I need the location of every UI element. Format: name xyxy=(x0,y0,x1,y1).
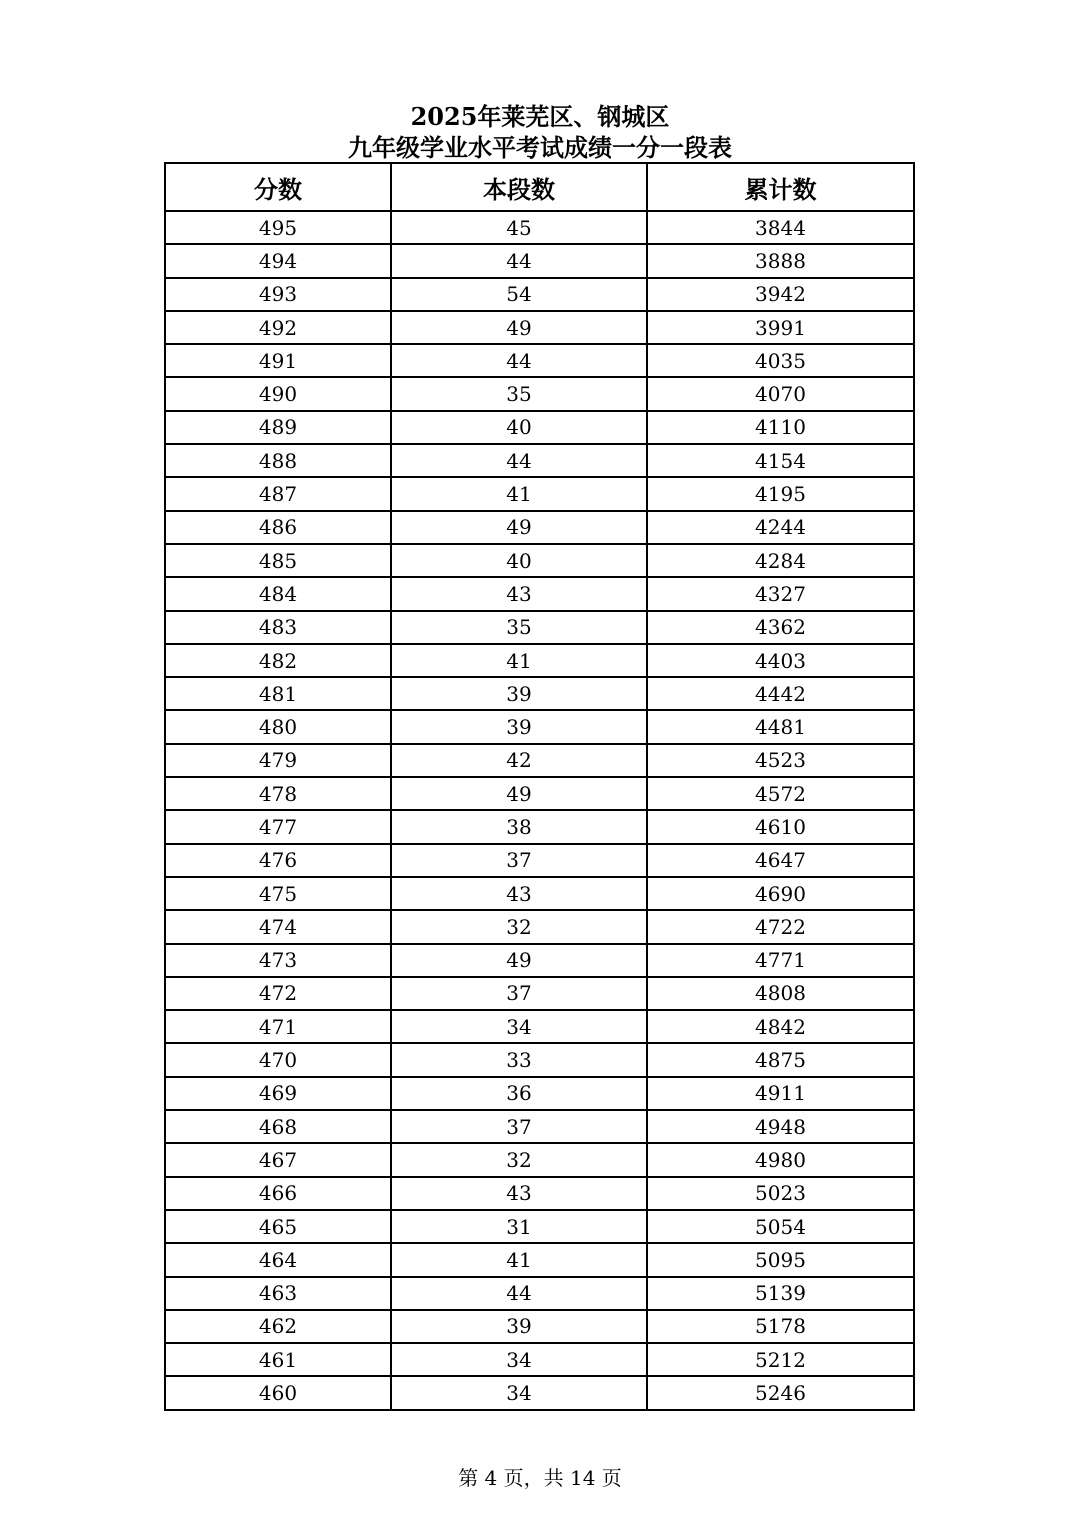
segment-count-cell: 49 xyxy=(391,944,647,977)
table-row xyxy=(165,577,914,610)
header-score: 分数 xyxy=(165,163,391,211)
segment-count-cell: 38 xyxy=(391,810,647,843)
score-cell: 490 xyxy=(165,377,391,410)
cumulative-count-cell: 5095 xyxy=(647,1243,914,1276)
cumulative-count-cell: 4980 xyxy=(647,1143,914,1176)
segment-count-cell: 43 xyxy=(391,877,647,910)
cumulative-count-cell: 4070 xyxy=(647,377,914,410)
score-cell: 460 xyxy=(165,1376,391,1409)
segment-count-cell: 32 xyxy=(391,910,647,943)
table-row xyxy=(165,744,914,777)
segment-count-cell: 49 xyxy=(391,311,647,344)
segment-count-cell: 34 xyxy=(391,1343,647,1376)
table-row xyxy=(165,644,914,677)
segment-count-cell: 44 xyxy=(391,344,647,377)
cumulative-count-cell: 4842 xyxy=(647,1010,914,1043)
score-cell: 487 xyxy=(165,477,391,510)
cumulative-count-cell: 4442 xyxy=(647,677,914,710)
segment-count-cell: 43 xyxy=(391,1177,647,1210)
table-row xyxy=(165,1077,914,1110)
page-subtitle: 九年级学业水平考试成绩一分一段表 xyxy=(348,133,732,162)
cumulative-count-cell: 4523 xyxy=(647,744,914,777)
score-cell: 474 xyxy=(165,910,391,943)
segment-count-cell: 37 xyxy=(391,1110,647,1143)
segment-count-cell: 37 xyxy=(391,977,647,1010)
score-cell: 479 xyxy=(165,744,391,777)
cumulative-count-cell: 4911 xyxy=(647,1077,914,1110)
segment-count-cell: 33 xyxy=(391,1043,647,1076)
cumulative-count-cell: 4244 xyxy=(647,511,914,544)
cumulative-count-cell: 4327 xyxy=(647,577,914,610)
score-cell: 475 xyxy=(165,877,391,910)
cumulative-count-cell: 5178 xyxy=(647,1310,914,1343)
segment-count-cell: 41 xyxy=(391,644,647,677)
table-row xyxy=(165,411,914,444)
cumulative-count-cell: 4948 xyxy=(647,1110,914,1143)
score-cell: 472 xyxy=(165,977,391,1010)
table-row xyxy=(165,944,914,977)
segment-count-cell: 44 xyxy=(391,244,647,277)
table-row xyxy=(165,544,914,577)
table-row xyxy=(165,677,914,710)
score-cell: 470 xyxy=(165,1043,391,1076)
score-cell: 471 xyxy=(165,1010,391,1043)
cumulative-count-cell: 4647 xyxy=(647,844,914,877)
cumulative-count-cell: 4284 xyxy=(647,544,914,577)
cumulative-count-cell: 5212 xyxy=(647,1343,914,1376)
table-row xyxy=(165,844,914,877)
score-cell: 476 xyxy=(165,844,391,877)
score-cell: 463 xyxy=(165,1277,391,1310)
header-segment-count: 本段数 xyxy=(391,163,647,211)
cumulative-count-cell: 4195 xyxy=(647,477,914,510)
segment-count-cell: 49 xyxy=(391,511,647,544)
segment-count-cell: 36 xyxy=(391,1077,647,1110)
cumulative-count-cell: 4362 xyxy=(647,611,914,644)
cumulative-count-cell: 4481 xyxy=(647,710,914,743)
segment-count-cell: 31 xyxy=(391,1210,647,1243)
table-row xyxy=(165,344,914,377)
page-footer: 第 4 页，共 14 页 xyxy=(458,1466,622,1490)
segment-count-cell: 34 xyxy=(391,1010,647,1043)
segment-count-cell: 54 xyxy=(391,278,647,311)
segment-count-cell: 41 xyxy=(391,1243,647,1276)
cumulative-count-cell: 3942 xyxy=(647,278,914,311)
score-cell: 491 xyxy=(165,344,391,377)
cumulative-count-cell: 5246 xyxy=(647,1376,914,1409)
table-header-row xyxy=(165,163,914,211)
segment-count-cell: 42 xyxy=(391,744,647,777)
segment-count-cell: 40 xyxy=(391,411,647,444)
score-cell: 494 xyxy=(165,244,391,277)
page-title: 2025年莱芜区、钢城区 xyxy=(410,102,670,131)
score-cell: 462 xyxy=(165,1310,391,1343)
table-row xyxy=(165,1343,914,1376)
segment-count-cell: 40 xyxy=(391,544,647,577)
score-cell: 473 xyxy=(165,944,391,977)
score-cell: 489 xyxy=(165,411,391,444)
table-row xyxy=(165,1210,914,1243)
cumulative-count-cell: 4110 xyxy=(647,411,914,444)
score-cell: 467 xyxy=(165,1143,391,1176)
segment-count-cell: 35 xyxy=(391,377,647,410)
score-cell: 495 xyxy=(165,211,391,244)
header-cumulative-count: 累计数 xyxy=(647,163,914,211)
segment-count-cell: 39 xyxy=(391,1310,647,1343)
score-cell: 468 xyxy=(165,1110,391,1143)
segment-count-cell: 35 xyxy=(391,611,647,644)
table-row xyxy=(165,1243,914,1276)
cumulative-count-cell: 4035 xyxy=(647,344,914,377)
score-cell: 480 xyxy=(165,710,391,743)
score-cell: 484 xyxy=(165,577,391,610)
cumulative-count-cell: 4572 xyxy=(647,777,914,810)
cumulative-count-cell: 5023 xyxy=(647,1177,914,1210)
table-row xyxy=(165,211,914,244)
cumulative-count-cell: 4690 xyxy=(647,877,914,910)
segment-count-cell: 39 xyxy=(391,710,647,743)
score-cell: 486 xyxy=(165,511,391,544)
score-cell: 478 xyxy=(165,777,391,810)
segment-count-cell: 49 xyxy=(391,777,647,810)
score-cell: 461 xyxy=(165,1343,391,1376)
score-cell: 483 xyxy=(165,611,391,644)
cumulative-count-cell: 4403 xyxy=(647,644,914,677)
table-row xyxy=(165,877,914,910)
segment-count-cell: 44 xyxy=(391,1277,647,1310)
table-row xyxy=(165,710,914,743)
table-row xyxy=(165,1043,914,1076)
cumulative-count-cell: 4771 xyxy=(647,944,914,977)
segment-count-cell: 34 xyxy=(391,1376,647,1409)
table-row xyxy=(165,1110,914,1143)
segment-count-cell: 43 xyxy=(391,577,647,610)
score-cell: 482 xyxy=(165,644,391,677)
cumulative-count-cell: 4722 xyxy=(647,910,914,943)
score-cell: 492 xyxy=(165,311,391,344)
segment-count-cell: 37 xyxy=(391,844,647,877)
score-cell: 466 xyxy=(165,1177,391,1210)
table-row xyxy=(165,477,914,510)
table-row xyxy=(165,1010,914,1043)
score-cell: 485 xyxy=(165,544,391,577)
segment-count-cell: 45 xyxy=(391,211,647,244)
segment-count-cell: 39 xyxy=(391,677,647,710)
table-row xyxy=(165,278,914,311)
cumulative-count-cell: 3991 xyxy=(647,311,914,344)
table-row xyxy=(165,311,914,344)
table-row xyxy=(165,244,914,277)
table-row xyxy=(165,1376,914,1409)
table-row xyxy=(165,377,914,410)
table-row xyxy=(165,444,914,477)
table-row xyxy=(165,1310,914,1343)
cumulative-count-cell: 4154 xyxy=(647,444,914,477)
table-row xyxy=(165,777,914,810)
table-row xyxy=(165,511,914,544)
score-cell: 481 xyxy=(165,677,391,710)
score-cell: 493 xyxy=(165,278,391,311)
segment-count-cell: 44 xyxy=(391,444,647,477)
table-body xyxy=(165,211,914,1410)
segment-count-cell: 41 xyxy=(391,477,647,510)
cumulative-count-cell: 4610 xyxy=(647,810,914,843)
cumulative-count-cell: 4808 xyxy=(647,977,914,1010)
score-table xyxy=(164,162,915,1411)
score-cell: 469 xyxy=(165,1077,391,1110)
score-cell: 465 xyxy=(165,1210,391,1243)
score-cell: 477 xyxy=(165,810,391,843)
segment-count-cell: 32 xyxy=(391,1143,647,1176)
cumulative-count-cell: 4875 xyxy=(647,1043,914,1076)
cumulative-count-cell: 3888 xyxy=(647,244,914,277)
cumulative-count-cell: 5054 xyxy=(647,1210,914,1243)
table-row xyxy=(165,1177,914,1210)
table-row xyxy=(165,810,914,843)
table-row xyxy=(165,1277,914,1310)
table-row xyxy=(165,611,914,644)
cumulative-count-cell: 5139 xyxy=(647,1277,914,1310)
score-cell: 464 xyxy=(165,1243,391,1276)
table-row xyxy=(165,910,914,943)
score-cell: 488 xyxy=(165,444,391,477)
cumulative-count-cell: 3844 xyxy=(647,211,914,244)
table-row xyxy=(165,1143,914,1176)
table-row xyxy=(165,977,914,1010)
